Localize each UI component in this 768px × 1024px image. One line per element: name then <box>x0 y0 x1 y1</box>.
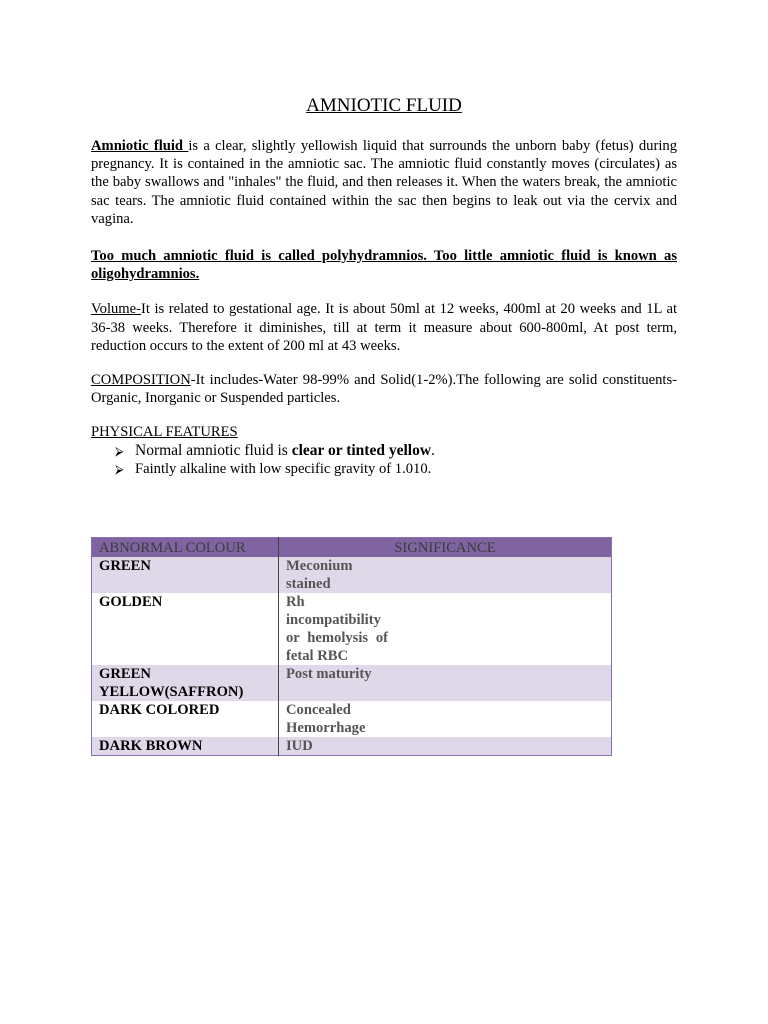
table-row <box>92 593 612 665</box>
significance-cell: Meconium stained <box>286 558 353 592</box>
term-volume: Volume- <box>91 301 141 318</box>
table-row <box>92 665 612 701</box>
table-header-row <box>92 538 612 558</box>
colour-cell: GREEN YELLOW(SAFFRON) <box>92 665 279 701</box>
physical-features-list <box>91 442 677 478</box>
arrow-bullet-icon: ⮚ <box>115 443 124 458</box>
arrow-bullet-icon: ⮚ <box>115 461 124 476</box>
significance-cell: Concealed Hemorrhage <box>286 702 366 736</box>
significance-cell: IUD <box>286 738 313 754</box>
abnormal-colour-table <box>91 537 612 756</box>
intro-paragraph <box>91 137 677 228</box>
composition-paragraph <box>91 371 677 407</box>
volume-text: It is related to gestational age. It is about 50ml at 12 weeks, 400ml at 20 weeks and 1L at 36-38 weeks. Therefore it diminishes, till at term it measure about 600-800ml, At post term, reduction occurs to the extent of 200 ml at 43 weeks. <box>91 301 677 354</box>
table-row <box>92 557 612 593</box>
list-item: ⮚ Faintly alkaline with low specific gravity of 1.010. <box>115 460 432 477</box>
page-title: AMNIOTIC FLUID <box>306 95 462 116</box>
term-amniotic-fluid: Amniotic fluid <box>91 138 189 154</box>
column-header-colour: ABNORMAL COLOUR <box>92 538 279 558</box>
column-header-significance: SIGNIFICANCE <box>279 538 612 558</box>
volume-paragraph <box>91 300 677 355</box>
emphasis-text: clear or tinted yellow <box>291 441 432 459</box>
table-row <box>92 701 612 737</box>
document-body <box>91 94 677 478</box>
significance-cell: Post maturity <box>286 666 372 682</box>
colour-cell: GREEN <box>92 557 279 593</box>
physical-features-heading: PHYSICAL FEATURES <box>91 424 238 441</box>
colour-cell: DARK BROWN <box>92 737 279 756</box>
colour-cell: DARK COLORED <box>92 701 279 737</box>
intro-text: is a clear, slightly yellowish liquid that surrounds the unborn baby (fetus) during pregnancy. It is contained in the amniotic sac. The amniotic fluid constantly moves (circulates) as the baby swallows and "inhales" the fluid, and then releases it. When the waters break, the amniotic sac tears. The amniotic fluid contained within the sac then begins to leak out via the cervix and vagina. <box>91 138 677 227</box>
list-item: ⮚ Normal amniotic fluid is clear or tinted yellow. <box>115 441 435 459</box>
table-row <box>92 737 612 756</box>
colour-cell: GOLDEN <box>92 593 279 665</box>
significance-cell: Rh incompatibility or hemolysis of fetal RBC <box>286 594 388 664</box>
polyhydramnios-note: Too much amniotic fluid is called polyhydramnios. Too little amniotic fluid is known as oligohydramnios. <box>91 248 677 283</box>
term-composition: COMPOSITION <box>91 372 191 389</box>
composition-text: -It includes-Water 98-99% and Solid(1-2%).The following are solid constituents-Organic, Inorganic or Suspended particles. <box>91 372 677 407</box>
